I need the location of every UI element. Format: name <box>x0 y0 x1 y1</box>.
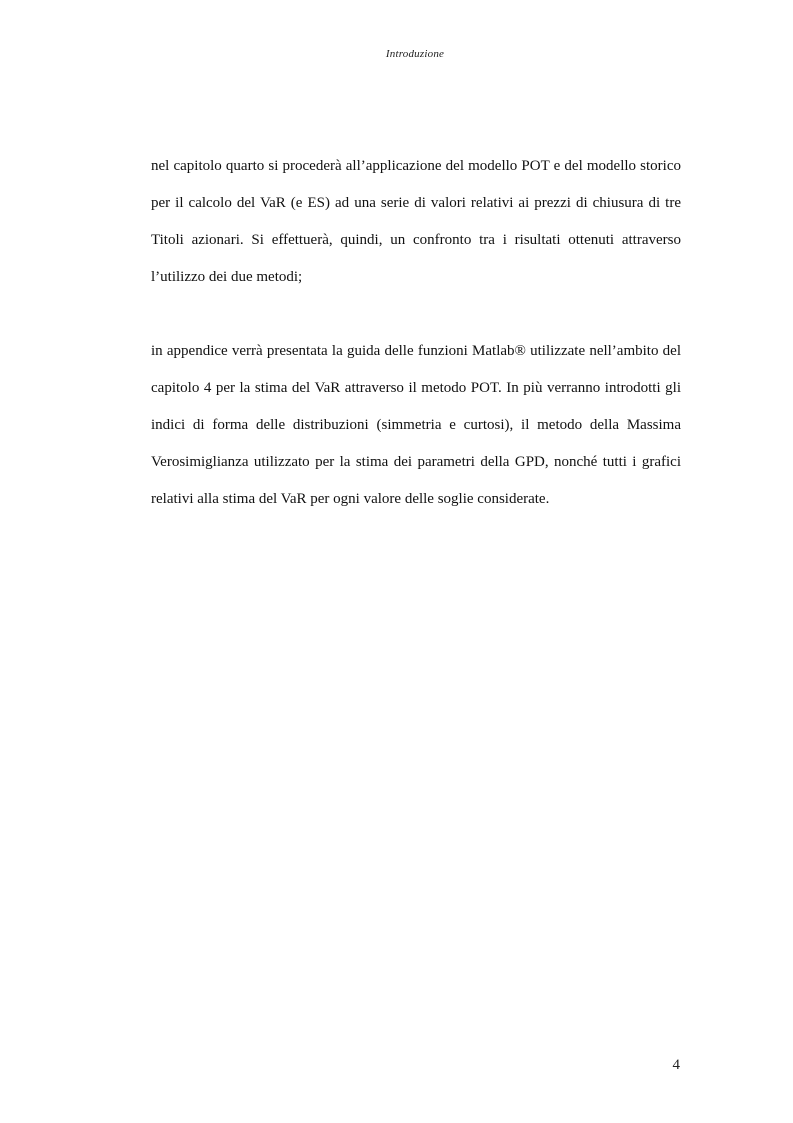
paragraph-chapter-four: nel capitolo quarto si procederà all’applicazione del modello POT e del modello storico per il calcolo del VaR (e ES) ad una serie di valori relativi ai prezzi di chiusura di tre Titoli azionari. Si effettuerà, quindi, un confronto tra i risultati ottenuti attraverso l’utilizzo dei due metodi; <box>151 158 681 285</box>
paragraph-appendix: in appendice verrà presentata la guida delle funzioni Matlab® utilizzate nell’ambito del capitolo 4 per la stima del VaR attraverso il metodo POT. In più verranno introdotti gli indici di forma delle distribuzioni (simmetria e curtosi), il metodo della Massima Verosimiglianza utilizzato per la stima dei parametri della GPD, nonché tutti i grafici relativi alla stima del VaR per ogni valore delle soglie considerate. <box>151 343 681 507</box>
running-header: Introduzione <box>385 48 445 60</box>
body-text <box>151 148 681 518</box>
page-number: 4 <box>672 1057 680 1073</box>
